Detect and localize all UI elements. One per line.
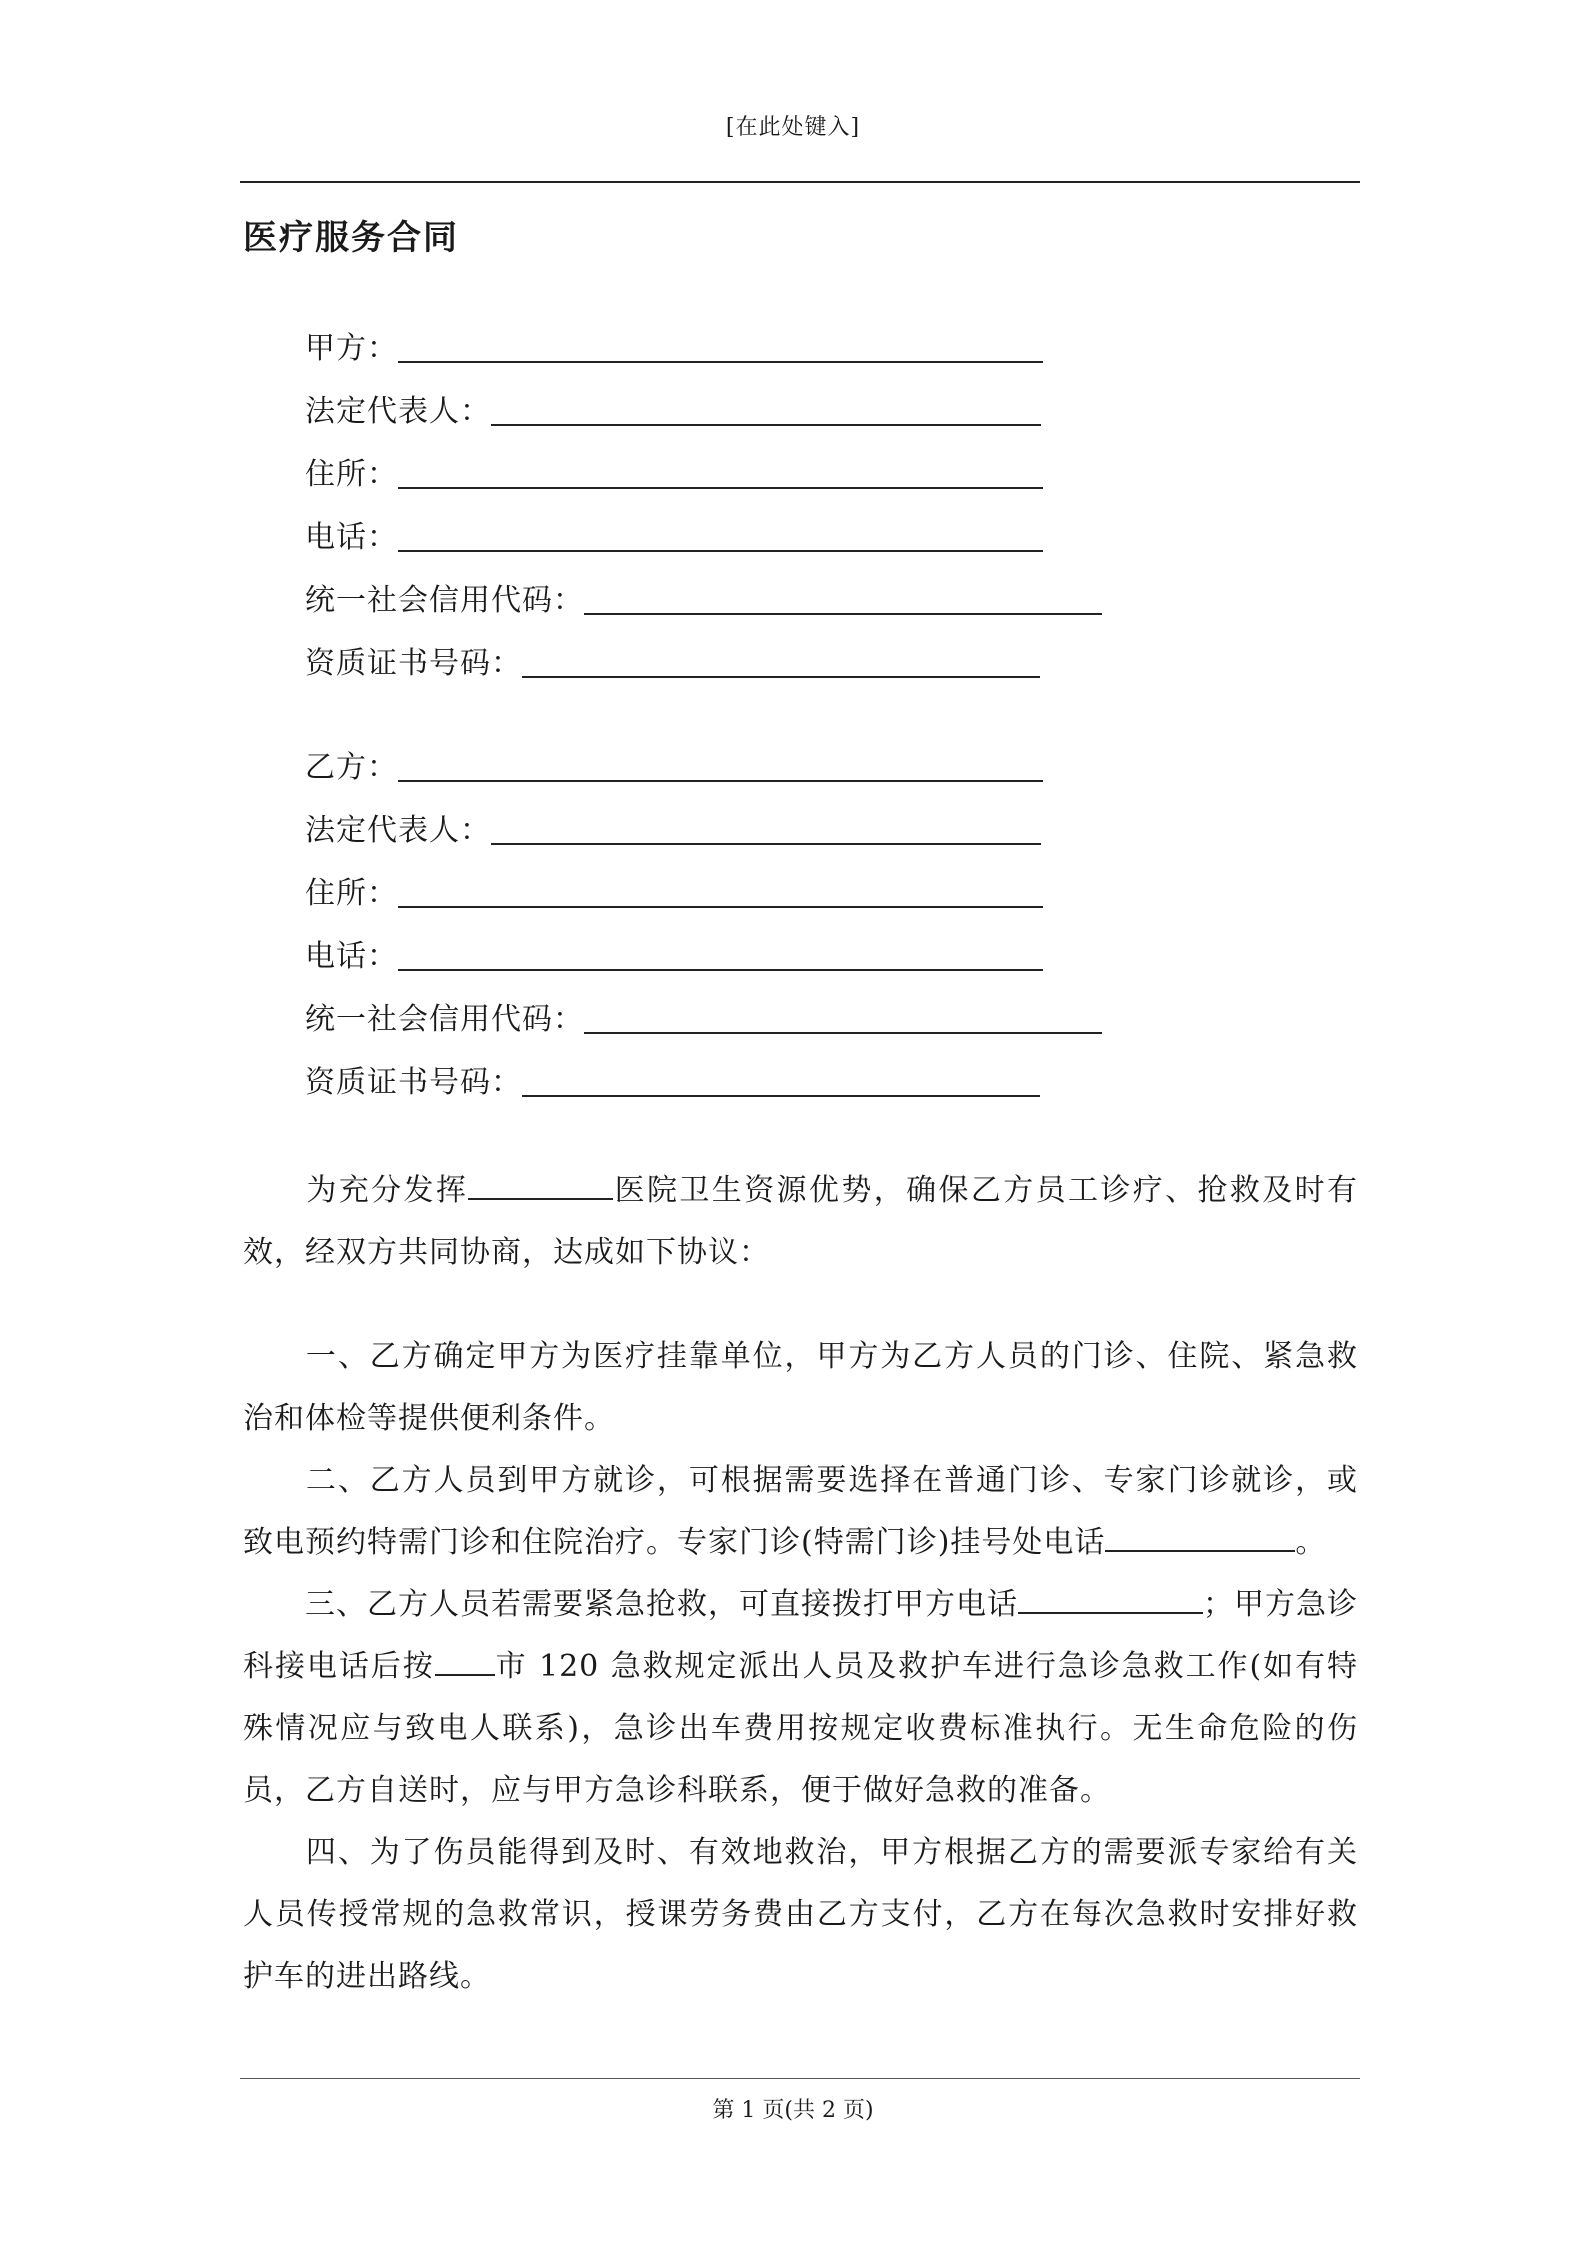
party-a-name-blank[interactable] (398, 327, 1043, 363)
party-b-phone-label: 电话： (305, 939, 398, 974)
clause-4-text: 四、为了伤员能得到及时、有效地救治，甲方根据乙方的需要派专家给有关人员传授常规的急救常识，授课劳务费由乙方支付，乙方在每次急救时安排好救护车的进出路线。 (243, 1835, 1358, 1994)
clause-3-text-c: 市 120 急救规定派出人员及救护车进行急诊急救工作(如有特殊情况应与致电人联系)，急诊出车费用按规定收费标准执行。无生命危险的伤员，乙方自送时，应与甲方急诊科联系，便于做好急救的准备。 (243, 1649, 1359, 1808)
party-a-rep-blank[interactable] (491, 390, 1041, 426)
party-a-cert-label: 资质证书号码： (305, 646, 522, 681)
party-b-addr-blank[interactable] (398, 872, 1043, 908)
party-a-addr-field (305, 453, 1043, 497)
party-b-rep-label: 法定代表人： (305, 813, 491, 848)
party-b-credit-label: 统一社会信用代码： (305, 1002, 584, 1037)
clause-3-text-b: ；甲方急诊科接电话后按 (243, 1587, 1358, 1684)
party-a-cert-field (305, 642, 1040, 686)
party-a-phone-label: 电话： (305, 520, 398, 555)
clause-3-text-a: 三、乙方人员若需要紧急抢救，可直接拨打甲方电话 (305, 1587, 1018, 1622)
party-a-rep-label: 法定代表人： (305, 394, 491, 429)
document-title: 医疗服务合同 (243, 218, 459, 258)
party-a-credit-label: 统一社会信用代码： (305, 583, 584, 618)
party-a-rep-field (305, 390, 1041, 434)
party-b-rep-blank[interactable] (491, 809, 1041, 845)
party-b-cert-blank[interactable] (522, 1061, 1040, 1097)
party-a-addr-label: 住所： (305, 457, 398, 492)
clause-2-text-a: 二、乙方人员到甲方就诊，可根据需要选择在普通门诊、专家门诊就诊，或致电预约特需门诊和住院治疗。专家门诊(特需门诊)挂号处电话 (243, 1463, 1358, 1560)
party-a-cert-blank[interactable] (522, 642, 1040, 678)
party-a-addr-blank[interactable] (398, 453, 1043, 489)
party-a-name-label: 甲方： (305, 331, 398, 366)
party-b-cert-field (305, 1061, 1040, 1105)
party-b-name-blank[interactable] (398, 746, 1043, 782)
intro-paragraph (243, 1160, 1358, 1284)
party-b-addr-field (305, 872, 1043, 916)
party-a-credit-blank[interactable] (584, 579, 1102, 615)
party-b-credit-blank[interactable] (584, 998, 1102, 1034)
clause-4 (243, 1822, 1358, 2008)
clause-1-text: 一、乙方确定甲方为医疗挂靠单位，甲方为乙方人员的门诊、住院、紧急救治和体检等提供便利条件。 (243, 1339, 1358, 1436)
clause-2-text-b: 。 (1295, 1525, 1327, 1560)
page-number: 第 1 页(共 2 页) (712, 2098, 874, 2123)
party-a-credit-field (305, 579, 1102, 623)
intro-text-a: 为充分发挥 (305, 1173, 469, 1208)
clause-3 (243, 1574, 1358, 1822)
party-a-name-field (305, 327, 1043, 371)
hospital-name-blank[interactable] (468, 1168, 613, 1200)
party-b-phone-field (305, 935, 1043, 979)
specialist-phone-blank[interactable] (1105, 1520, 1295, 1552)
party-b-name-field (305, 746, 1043, 790)
footer-rule (240, 2078, 1360, 2079)
party-b-addr-label: 住所： (305, 876, 398, 911)
party-b-credit-field (305, 998, 1102, 1042)
party-a-phone-field (305, 516, 1043, 560)
clause-2 (243, 1450, 1358, 1574)
page-header: [在此处键入] (725, 115, 861, 140)
party-a-phone-blank[interactable] (398, 516, 1043, 552)
clause-1 (243, 1326, 1358, 1450)
party-b-cert-label: 资质证书号码： (305, 1065, 522, 1100)
header-rule (240, 181, 1360, 183)
city-name-blank[interactable] (435, 1644, 495, 1676)
emergency-phone-blank[interactable] (1018, 1582, 1203, 1614)
party-b-phone-blank[interactable] (398, 935, 1043, 971)
intro-text-b: 医院卫生资源优势，确保乙方员工诊疗、抢救及时有效，经双方共同协商，达成如下协议： (243, 1173, 1359, 1270)
party-b-rep-field (305, 809, 1041, 853)
party-b-name-label: 乙方： (305, 750, 398, 785)
